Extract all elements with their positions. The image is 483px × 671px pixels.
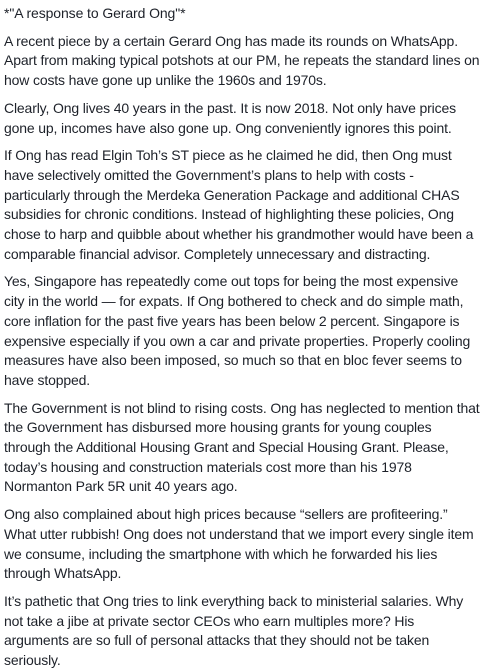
paragraph-4: Yes, Singapore has repeatedly come out tops for being the most expensive city in the world — for expats. If Ong bothered to check and do simple math, core inflation for the past five years has been below 2 percent. Singapore is expensive especially if you own a car and private properties. Properly cooling measures have also been imposed, so much so that en bloc fever seems to have stopped.: [4, 273, 471, 388]
paragraph-2: Clearly, Ong lives 40 years in the past. It is now 2018. Not only have prices gone up, incomes have also gone up. Ong conveniently ignores this point.: [4, 99, 456, 136]
paragraph-3: If Ong has read Elgin Toh’s ST piece as he claimed he did, then Ong must have selectively omitted the Government’s plans to help with costs - particularly through the Merdeka Generation Package and additional CHAS subsidies for chronic conditions. Instead of highlighting these policies, Ong chose to harp and quibble about whether his grandmother would have been a comparable financial advisor. Completely unnecessary and distracting.: [4, 147, 474, 262]
paragraph-7: It’s pathetic that Ong tries to link everything back to ministerial salaries. Why not take a jibe at private sector CEOs who earn multiples more? His arguments are so full of personal attacks that they should not be taken seriously.: [4, 592, 464, 669]
paragraph-1: A recent piece by a certain Gerard Ong has made its rounds on WhatsApp. Apart from making typical potshots at our PM, he repeats the standard lines on how costs have gone up unlike the 1960s and 1970s.: [4, 32, 480, 89]
paragraph-5: The Government is not blind to rising costs. Ong has neglected to mention that the Government has disbursed more housing grants for young couples through the Additional Housing Grant and Special Housing Grant. Please, today’s housing and construction materials cost more than his 1978 Normanton Park 5R unit 40 years ago.: [4, 399, 480, 495]
post-title: *"A response to Gerard Ong"*: [4, 5, 186, 21]
paragraph-6: Ong also complained about high prices because “sellers are profiteering.” What utter rubbish! Ong does not understand that we import every single item we consume, including the smartphone with which he forwarded his lies through WhatsApp.: [4, 506, 474, 582]
post-body: [4, 0, 480, 671]
